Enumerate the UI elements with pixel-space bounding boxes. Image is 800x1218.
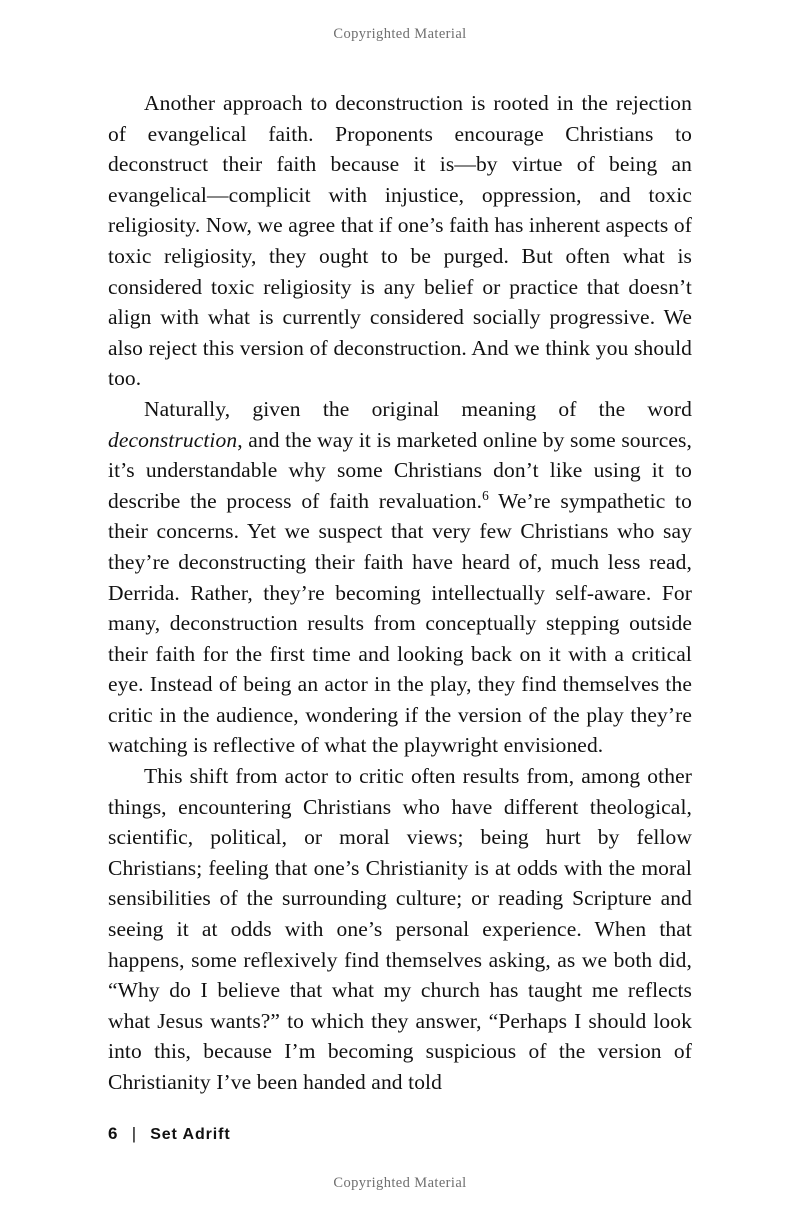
page-text-block (108, 88, 692, 1098)
paragraph-2-text-c: We’re sympathetic to their concerns. Yet we suspect that very few Christians who say they’re deconstructing their faith have heard of, much less read, Derrida. Rather, they’re becoming intellectually self-aware. For many, deconstruction results from conceptually stepping outside their faith for the first time and looking back on it with a critical eye. Instead of being an actor in the play, they find themselves the critic in the audience, wondering if the version of the play they’re watching is reflective of what the playwright envisioned. (108, 488, 692, 758)
copyright-watermark-bottom: Copyrighted Material (333, 1175, 467, 1191)
footer-separator: | (131, 1124, 137, 1143)
page-footer (108, 1124, 231, 1144)
paragraph-3 (108, 761, 692, 1098)
paragraph-2-text-a: Naturally, given the original meaning of the word (144, 396, 692, 421)
running-head-title: Set Adrift (150, 1126, 231, 1143)
page-number: 6 (108, 1124, 118, 1143)
paragraph-2 (108, 394, 692, 761)
paragraph-2-italic-term: deconstruction (108, 427, 238, 452)
footnote-marker-6: 6 (482, 487, 489, 503)
paragraph-2-text-b: , and the way it is marketed online by some sources, it’s understandable why some Christians don’t like using it to describe the process of faith revaluation. (108, 427, 692, 513)
paragraph-3-text: This shift from actor to critic often results from, among other things, encountering Christians who have different theological, scientific, political, or moral views; being hurt by fellow Christians; feeling that one’s Christianity is at odds with the moral sensibilities of the surrounding culture; or reading Scripture and seeing it at odds with one’s personal experience. When that happens, some reflexively find themselves asking, as we both did, “Why do I believe that what my church has taught me reflects what Jesus wants?” to which they answer, “Perhaps I should look into this, because I’m becoming suspicious of the version of Christianity I’ve been handed and told (108, 764, 692, 1094)
copyright-watermark-top: Copyrighted Material (333, 26, 467, 42)
paragraph-1-text: Another approach to deconstruction is rooted in the rejection of evangelical faith. Proponents encourage Christians to deconstruct their faith because it is—by virtue of being an evangelical—complicit with injustice, oppression, and toxic religiosity. Now, we agree that if one’s faith has inherent aspects of toxic religiosity, they ought to be purged. But often what is considered toxic religiosity is any belief or practice that doesn’t align with what is currently considered socially progressive. We also reject this version of deconstruction. And we think you should too. (108, 91, 692, 391)
paragraph-1 (108, 88, 692, 394)
